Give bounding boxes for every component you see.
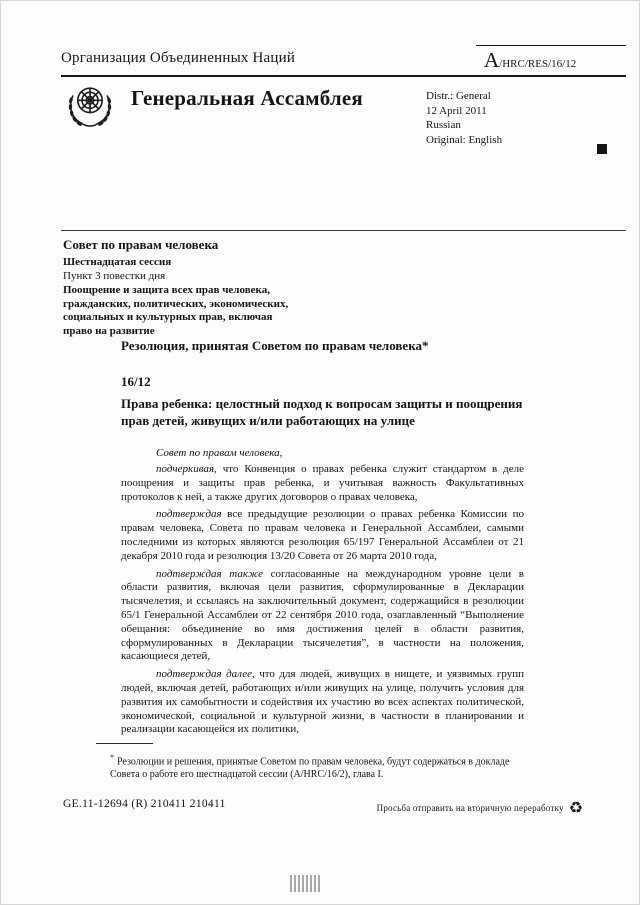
doc-symbol-number: /HRC/RES/16/12	[499, 58, 577, 70]
masthead	[61, 45, 626, 77]
resolution-heading: Резолюция, принятая Советом по правам человека*	[121, 338, 429, 353]
recycle-icon: ♻	[568, 798, 583, 817]
footnote-divider	[96, 743, 153, 744]
preamble-paragraph	[121, 668, 524, 737]
corner-mark	[597, 144, 607, 154]
paragraph-text: , что для людей, живущих в нищете, и уязвимых групп людей, включая детей, работающих и/или живущих на улице, получить условия для развития их самобытности и содействия их участию во всех аспектах политической, экономической, социальной и культурной жизни, в частности в планировании и реализации касающейся их политики,	[121, 668, 524, 736]
footnote-marker: *	[110, 753, 114, 762]
language-line: Russian	[426, 119, 461, 131]
date-line: 12 April 2011	[426, 104, 487, 117]
resolution-body	[121, 338, 524, 737]
distr-line: Distr.: General	[426, 90, 491, 102]
paragraph-text: согласованные на международном уровне цели в области развития, включая цели развития, сформулированные в Декларации тысячелетия, и ссылаясь на заключительный документ, содержащийся в резолюции 65/1 Генеральной Ассамблеи от 22 сентября 2010 года, озаглавленный “Выполнение обещания: объединение во имя достижения целей в области развития, сформулированных в Декларации тысячелетия”, в частности на положения, касающиеся детей,	[121, 567, 524, 663]
resolution-number: 16/12	[121, 374, 151, 389]
doc-symbol-box	[476, 45, 626, 77]
document-registration-code: GE.11-12694 (R) 210411 210411	[63, 798, 226, 810]
paragraph-text: , что Конвенция о правах ребенка служит стандартом в деле поощрения и защиты прав ребенка, и учитывая важность Факультативных протоколов к ней, а также других договоров о правах человека,	[121, 463, 524, 503]
footnote-text	[96, 752, 524, 781]
original-language-line: Original: English	[426, 133, 503, 146]
agenda-item: Пункт 3 повестки дня	[63, 269, 166, 282]
recycle-note-text: Просьба отправить на вторичную переработку	[376, 803, 564, 813]
footnote-body: Резолюции и решения, принятые Советом по правам человека, будут содержаться в докладе Совета о работе его шестнадцатой сессии (A/HRC/16/2), глава I.	[110, 756, 510, 780]
council-name: Совет по правам человека	[63, 237, 219, 252]
masthead-divider	[61, 230, 626, 231]
org-name: Организация Объединенных Наций	[61, 50, 476, 77]
salutation: Совет по правам человека,	[156, 447, 283, 459]
preamble-paragraph	[121, 463, 524, 504]
resolution-title: Права ребенка: целостный подход к вопросам защиты и поощрения прав детей, живущих и/или работающих на улице	[121, 396, 523, 428]
barcode	[290, 875, 320, 892]
doc-symbol-letter: A	[484, 48, 500, 72]
paragraph-text: все предыдущие резолюции о правах ребенка Комиссии по правам человека, Совета по правам человека и Генеральной Ассамблеи, самыми последними из которых являются резолюция 65/197 Генеральной Ассамблеи от 21 декабря 2010 года и резолюция 13/20 Совета от 26 марта 2010 года,	[121, 508, 524, 562]
un-emblem-icon	[64, 80, 116, 137]
paragraph-lead: подчеркивая	[156, 463, 215, 475]
paragraph-lead: подтверждая	[156, 508, 222, 521]
agenda-item-title: Поощрение и защита всех прав человека, гражданских, политических, экономических, социальных и культурных прав, включая право на развитие	[63, 284, 289, 337]
session-block	[63, 237, 313, 338]
preamble-paragraph	[121, 568, 524, 665]
session-number: Шестнадцатая сессия	[63, 256, 172, 268]
preamble-paragraph	[121, 508, 524, 563]
paragraph-lead: подтверждая также	[156, 567, 263, 580]
assembly-title: Генеральная Ассамблея	[131, 86, 363, 110]
paragraph-lead: подтверждая далее	[156, 668, 253, 681]
footnote	[96, 743, 524, 781]
recycle-notice	[377, 800, 583, 816]
distribution-block	[426, 89, 502, 147]
